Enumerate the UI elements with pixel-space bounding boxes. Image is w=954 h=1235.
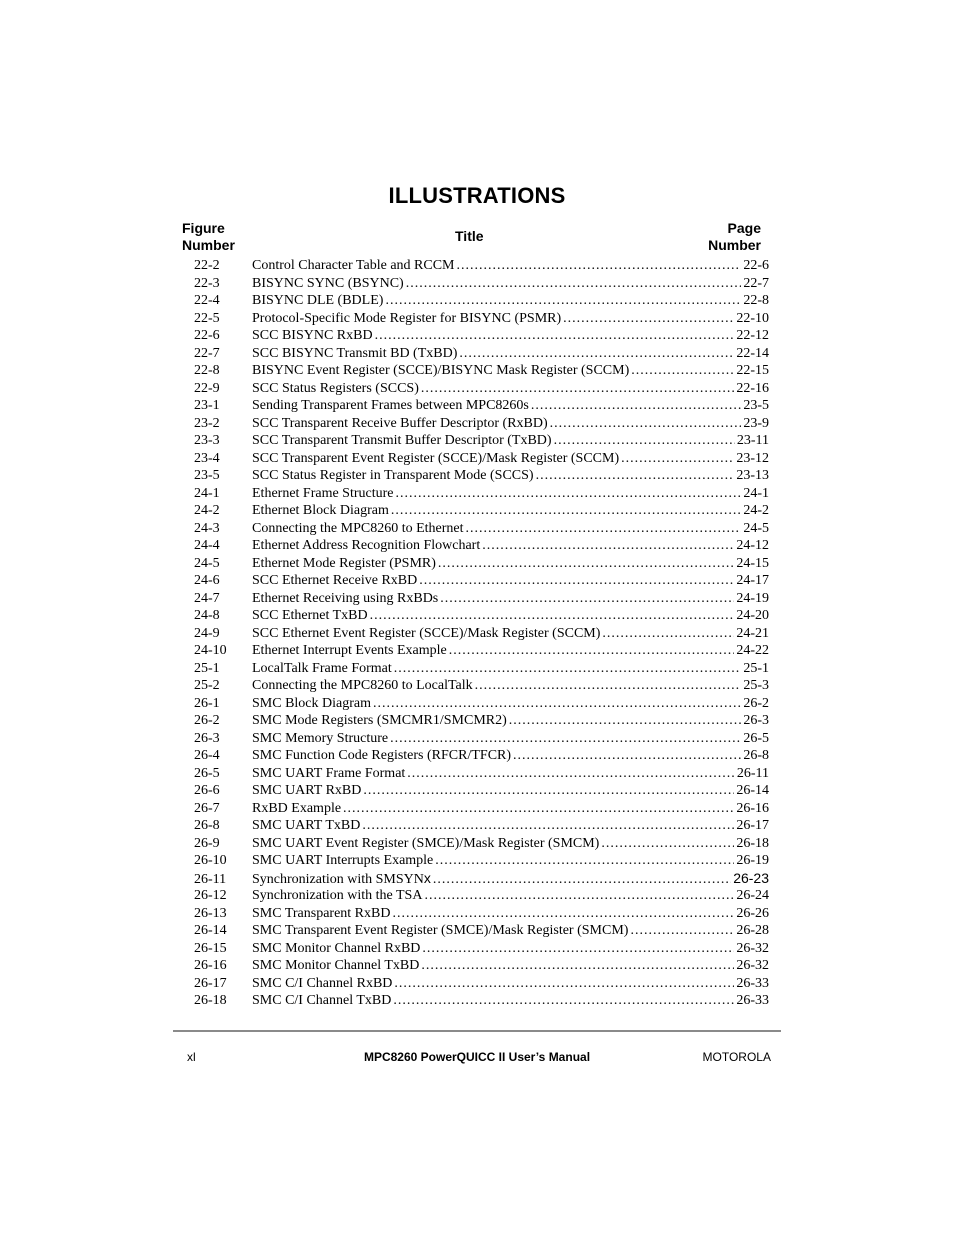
figure-number: 26-11 [194, 871, 227, 887]
list-item[interactable] [182, 450, 769, 468]
figure-title-text: SMC Monitor Channel TxBD [252, 958, 420, 973]
figure-number: 24-1 [194, 485, 220, 501]
figure-number-header [182, 220, 235, 254]
figure-title-text: Ethernet Address Recognition Flowchart [252, 538, 481, 553]
page-number: 26-23 [733, 869, 769, 886]
figure-number: 23-1 [194, 398, 220, 413]
figure-title-text: Sending Transparent Frames between MPC8260s [252, 398, 529, 413]
list-item[interactable] [182, 292, 769, 310]
figure-number: 22-4 [194, 293, 220, 308]
figure-title [252, 380, 419, 398]
figure-number: 24-5 [194, 555, 220, 571]
list-item[interactable] [182, 695, 769, 713]
figure-number: 22-7 [194, 345, 220, 361]
page-number: 23-11 [736, 433, 769, 448]
figure-title [252, 975, 392, 993]
figure-title [252, 415, 548, 433]
figure-number: 22-2 [194, 258, 220, 273]
figure-title [252, 660, 392, 678]
dot-leader [421, 380, 734, 398]
dot-leader [433, 871, 731, 889]
figure-title [252, 992, 391, 1010]
list-item[interactable] [182, 817, 769, 835]
dot-leader [438, 555, 734, 573]
figure-title-text: SCC Ethernet Event Register (SCCE)/Mask Register (SCCM) [252, 625, 601, 641]
figure-number: 26-3 [194, 730, 220, 746]
page-number: 26-3 [743, 713, 769, 728]
figure-title [252, 940, 420, 958]
figure-title-text: SCC Transparent Transmit Buffer Descriptor (TxBD) [252, 433, 552, 448]
figure-title [252, 765, 405, 783]
page-number: 26-2 [743, 695, 769, 711]
dot-leader [343, 800, 734, 818]
figure-title-text: BISYNC SYNC (BSYNC) [252, 275, 404, 291]
page-number: 24-19 [736, 590, 769, 606]
page-number: 26-11 [736, 765, 769, 781]
page-number: 22-8 [743, 293, 769, 308]
list-item[interactable] [182, 642, 769, 660]
figure-number: 26-15 [194, 940, 227, 956]
figure-title [252, 730, 388, 748]
figure-title-text: SMC UART Event Register (SMCE)/Mask Register (SMCM) [252, 835, 600, 851]
page-number: 23-12 [736, 450, 769, 466]
page-number: 22-6 [743, 258, 769, 273]
list-item[interactable] [182, 677, 769, 695]
figure-title [252, 852, 433, 870]
page-number: 26-19 [736, 853, 769, 868]
dot-leader [362, 817, 734, 835]
figure-title [252, 625, 600, 643]
list-item[interactable] [182, 555, 769, 573]
figure-title [252, 957, 419, 975]
figure-title-text: RxBD Example [252, 800, 342, 816]
figure-title-text: Ethernet Frame Structure [252, 485, 394, 501]
figure-title [252, 607, 368, 625]
page-number: 26-8 [743, 748, 769, 763]
figure-title [252, 450, 619, 468]
figure-title-text: Connecting the MPC8260 to Ethernet [252, 520, 464, 536]
figure-title-suffix: x [423, 869, 431, 886]
figure-title-text: SMC UART Frame Format [252, 765, 406, 781]
figure-title-text: Connecting the MPC8260 to LocalTalk [252, 678, 473, 693]
list-item[interactable] [182, 415, 769, 433]
list-item[interactable] [182, 922, 769, 940]
list-item[interactable] [182, 765, 769, 783]
figure-title [252, 870, 431, 889]
footer-divider [173, 1030, 781, 1032]
dot-leader [466, 520, 742, 538]
figure-title-text: SMC C/I Channel RxBD [252, 975, 393, 991]
page-header-line1: Page [727, 220, 761, 236]
dot-leader [390, 730, 741, 748]
figure-title-text: SMC C/I Channel TxBD [252, 993, 392, 1008]
figure-title [252, 712, 507, 730]
figure-number: 22-9 [194, 380, 220, 396]
list-item[interactable] [182, 520, 769, 538]
figure-number: 24-10 [194, 643, 227, 658]
figure-title [252, 275, 404, 293]
figure-title-text: BISYNC DLE (BDLE) [252, 293, 384, 308]
page-number-header [708, 220, 761, 254]
figure-title [252, 747, 511, 765]
figure-number: 26-16 [194, 958, 227, 973]
page-number: 23-13 [736, 468, 769, 483]
figure-number: 24-7 [194, 590, 220, 606]
page-number: 24-2 [743, 503, 769, 518]
dot-leader [509, 712, 742, 730]
page-number: 22-7 [743, 275, 769, 291]
dot-leader [457, 257, 742, 275]
figure-title-text: SMC Function Code Registers (RFCR/TFCR) [252, 748, 512, 763]
dot-leader [373, 695, 741, 713]
figure-number: 26-14 [194, 923, 227, 938]
list-item[interactable] [182, 537, 769, 555]
figure-number: 25-2 [194, 678, 220, 693]
figure-title-text: Synchronization with SMSYN [252, 871, 424, 887]
page-number: 26-17 [736, 818, 769, 833]
figure-title [252, 257, 455, 275]
dot-leader [482, 537, 734, 555]
figure-title-text: Ethernet Interrupt Events Example [252, 643, 447, 658]
dot-leader [449, 642, 735, 660]
dot-leader [531, 397, 741, 415]
figure-title [252, 572, 417, 590]
footer-company: MOTOROLA [702, 1050, 771, 1064]
list-item[interactable] [182, 397, 769, 415]
figure-title [252, 677, 473, 695]
dot-leader [419, 572, 734, 590]
figure-title [252, 432, 552, 450]
dot-leader [392, 905, 734, 923]
figure-title [252, 485, 394, 503]
figure-title-text: Ethernet Block Diagram [252, 503, 389, 518]
page-number: 22-16 [736, 380, 769, 396]
list-item[interactable] [182, 905, 769, 923]
figure-title-text: SCC Ethernet TxBD [252, 608, 368, 623]
dot-leader [602, 625, 734, 643]
figure-number: 26-17 [194, 975, 227, 991]
page-number: 26-33 [736, 993, 769, 1008]
figure-title-text: SMC UART RxBD [252, 783, 362, 798]
page-number: 22-12 [736, 328, 769, 343]
page-number: 22-10 [736, 310, 769, 326]
figure-number: 26-9 [194, 835, 220, 851]
page-number: 24-22 [736, 643, 769, 658]
dot-leader [407, 765, 735, 783]
dot-leader [421, 957, 734, 975]
list-item[interactable] [182, 432, 769, 450]
figure-number: 25-1 [194, 660, 220, 676]
page-number: 23-9 [743, 415, 769, 431]
figure-title [252, 327, 373, 345]
figure-number: 23-4 [194, 450, 220, 466]
page-number: 26-26 [736, 905, 769, 921]
page-number: 26-33 [736, 975, 769, 991]
figure-title-text: Synchronization with the TSA [252, 888, 423, 903]
figure-number: 26-8 [194, 818, 220, 833]
dot-leader [563, 310, 734, 328]
page-number: 26-24 [736, 888, 769, 903]
figure-title-text: SCC Ethernet Receive RxBD [252, 573, 418, 588]
list-item[interactable] [182, 730, 769, 748]
figure-number: 26-1 [194, 695, 220, 711]
figure-title [252, 887, 422, 905]
list-item[interactable] [182, 572, 769, 590]
figure-title-text: SMC Transparent Event Register (SMCE)/Mask Register (SMCM) [252, 923, 629, 938]
figure-title [252, 467, 534, 485]
figure-number: 22-8 [194, 363, 220, 378]
figure-title-text: SCC Status Register in Transparent Mode (SCCS) [252, 468, 534, 483]
figure-title-text: SMC Block Diagram [252, 695, 371, 711]
dot-leader [422, 940, 734, 958]
figure-title-text: SMC Memory Structure [252, 730, 389, 746]
figure-number: 26-5 [194, 765, 220, 781]
page-number: 23-5 [743, 398, 769, 413]
footer-manual-title: MPC8260 PowerQUICC II User’s Manual [363, 1050, 591, 1064]
list-item[interactable] [182, 870, 769, 888]
figure-title [252, 397, 529, 415]
list-item[interactable] [182, 712, 769, 730]
list-item[interactable] [182, 362, 769, 380]
figure-number: 24-2 [194, 503, 220, 518]
dot-leader [536, 467, 735, 485]
figure-title-text: SMC Mode Registers (SMCMR1/SMCMR2) [252, 713, 507, 728]
figure-title-text: SCC BISYNC RxBD [252, 328, 373, 343]
figure-number: 26-10 [194, 853, 227, 868]
figure-title [252, 537, 480, 555]
dot-leader [435, 852, 734, 870]
figure-title [252, 310, 561, 328]
page-number: 26-32 [736, 958, 769, 973]
page-number: 25-3 [743, 678, 769, 693]
list-item[interactable] [182, 275, 769, 293]
dot-leader [630, 922, 734, 940]
page-number: 22-15 [736, 363, 769, 378]
list-item[interactable] [182, 887, 769, 905]
figure-number: 24-4 [194, 538, 220, 553]
illustrations-list [182, 257, 769, 1010]
figure-title [252, 817, 360, 835]
page-number: 24-17 [736, 573, 769, 588]
dot-leader [370, 607, 735, 625]
figure-title [252, 502, 389, 520]
figure-number: 26-7 [194, 800, 220, 816]
list-item[interactable] [182, 310, 769, 328]
figure-number: 24-9 [194, 625, 220, 641]
page-number: 26-32 [736, 940, 769, 956]
list-item[interactable] [182, 782, 769, 800]
page-number: 24-20 [736, 608, 769, 623]
list-item[interactable] [182, 380, 769, 398]
figure-title-text: Control Character Table and RCCM [252, 258, 455, 273]
list-item[interactable] [182, 835, 769, 853]
list-item[interactable] [182, 992, 769, 1010]
dot-leader [601, 835, 734, 853]
figure-number: 26-2 [194, 713, 220, 728]
page-header-line2: Number [708, 237, 761, 253]
figure-title [252, 905, 390, 923]
figure-number: 23-3 [194, 433, 220, 448]
figure-title-text: SCC Transparent Receive Buffer Descriptor (RxBD) [252, 415, 548, 431]
list-item[interactable] [182, 660, 769, 678]
list-item[interactable] [182, 800, 769, 818]
dot-leader [391, 502, 741, 520]
figure-title-text: Protocol-Specific Mode Register for BISYNC (PSMR) [252, 310, 562, 326]
page-number: 24-15 [736, 555, 769, 571]
page-number: 24-5 [743, 520, 769, 536]
figure-title [252, 292, 383, 310]
figure-header-line1: Figure [182, 220, 225, 236]
figure-number: 24-6 [194, 573, 220, 588]
dot-leader [394, 975, 734, 993]
page-number: 26-18 [736, 835, 769, 851]
dot-leader [631, 362, 734, 380]
dot-leader [475, 677, 742, 695]
figure-title-text: SCC BISYNC Transmit BD (TxBD) [252, 345, 458, 361]
figure-title-text: SCC Transparent Event Register (SCCE)/Mask Register (SCCM) [252, 450, 620, 466]
dot-leader [385, 292, 741, 310]
title-header: Title [455, 228, 484, 244]
figure-number: 22-5 [194, 310, 220, 326]
figure-title [252, 345, 457, 363]
page-number: 26-14 [736, 783, 769, 798]
figure-title [252, 695, 371, 713]
page-number: 22-14 [736, 345, 769, 361]
figure-number: 26-18 [194, 993, 227, 1008]
figure-number: 23-5 [194, 468, 220, 483]
page-number: 25-1 [743, 660, 769, 676]
figure-number: 24-3 [194, 520, 220, 536]
dot-leader [459, 345, 734, 363]
figure-title-text: Ethernet Receiving using RxBDs [252, 590, 439, 606]
dot-leader [550, 415, 742, 433]
page-number: 24-1 [743, 485, 769, 501]
list-item[interactable] [182, 975, 769, 993]
list-item[interactable] [182, 625, 769, 643]
list-item[interactable] [182, 747, 769, 765]
dot-leader [393, 992, 734, 1010]
figure-title [252, 362, 629, 380]
page-number: 26-28 [736, 923, 769, 938]
list-item[interactable] [182, 590, 769, 608]
figure-number: 24-8 [194, 608, 220, 623]
figure-title-text: SMC Monitor Channel RxBD [252, 940, 421, 956]
list-item[interactable] [182, 957, 769, 975]
list-item[interactable] [182, 852, 769, 870]
figure-number: 26-4 [194, 748, 220, 763]
dot-leader [440, 590, 734, 608]
list-item[interactable] [182, 345, 769, 363]
figure-title [252, 782, 361, 800]
dot-leader [554, 432, 735, 450]
figure-title-text: SCC Status Registers (SCCS) [252, 380, 419, 396]
page-number: 26-16 [736, 800, 769, 816]
figure-title-text: Ethernet Mode Register (PSMR) [252, 555, 436, 571]
figure-number: 23-2 [194, 415, 220, 431]
figure-title [252, 590, 438, 608]
footer-page-number: xl [187, 1050, 196, 1064]
figure-number: 26-13 [194, 905, 227, 921]
figure-title-text: SMC UART Interrupts Example [252, 853, 434, 868]
figure-title-text: BISYNC Event Register (SCCE)/BISYNC Mask Register (SCCM) [252, 363, 630, 378]
figure-title [252, 800, 341, 818]
list-item[interactable] [182, 607, 769, 625]
figure-number: 22-3 [194, 275, 220, 291]
page-title: ILLUSTRATIONS [388, 183, 566, 208]
figure-title [252, 642, 447, 660]
page-number: 24-12 [736, 538, 769, 553]
list-item[interactable] [182, 327, 769, 345]
figure-header-line2: Number [182, 237, 235, 253]
list-item[interactable] [182, 485, 769, 503]
list-item[interactable] [182, 467, 769, 485]
dot-leader [424, 887, 734, 905]
list-item[interactable] [182, 502, 769, 520]
dot-leader [394, 660, 742, 678]
dot-leader [396, 485, 742, 503]
dot-leader [513, 747, 741, 765]
page-number: 26-5 [743, 730, 769, 746]
figure-number: 22-6 [194, 328, 220, 343]
figure-title [252, 835, 599, 853]
figure-title [252, 555, 436, 573]
list-item[interactable] [182, 940, 769, 958]
dot-leader [406, 275, 742, 293]
dot-leader [363, 782, 734, 800]
figure-title [252, 520, 464, 538]
figure-number: 26-6 [194, 783, 220, 798]
dot-leader [375, 327, 735, 345]
figure-title-text: SMC Transparent RxBD [252, 905, 391, 921]
page-number: 24-21 [736, 625, 769, 641]
figure-title-text: SMC UART TxBD [252, 818, 361, 833]
figure-title [252, 922, 628, 940]
list-item[interactable] [182, 257, 769, 275]
dot-leader [621, 450, 734, 468]
figure-title-text: LocalTalk Frame Format [252, 660, 392, 676]
figure-number: 26-12 [194, 888, 227, 903]
